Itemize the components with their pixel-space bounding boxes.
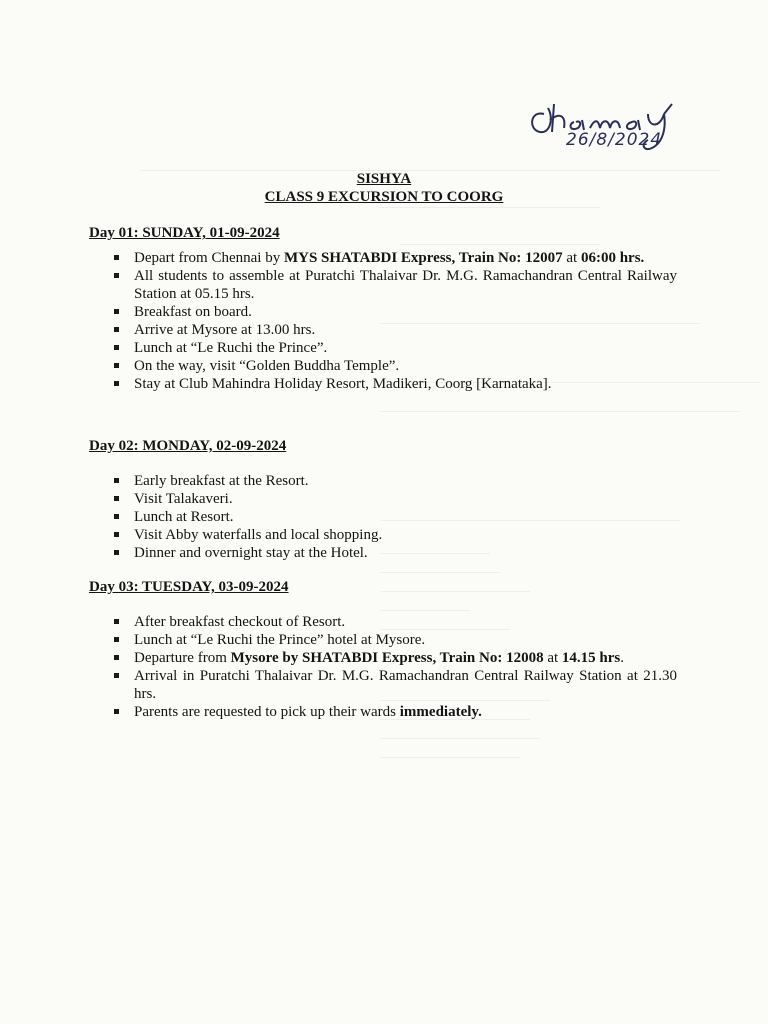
itinerary-item-text: Lunch at Resort. [134, 509, 234, 525]
signature-date: 26/8/2024 [566, 130, 663, 150]
itinerary-item-text: After breakfast checkout of Resort. [134, 614, 346, 630]
itinerary-item-text: . [620, 650, 624, 666]
itinerary-item-text: On the way, visit “Golden Buddha Temple”. [134, 358, 400, 374]
day-2-heading: Day 02: MONDAY, 02-09-2024 [89, 438, 287, 454]
school-name: SISHYA [356, 171, 412, 187]
itinerary-item-text: Arrive at Mysore at 13.00 hrs. [134, 322, 316, 338]
itinerary-item [112, 526, 677, 544]
document-title: CLASS 9 EXCURSION TO COORG [264, 189, 504, 205]
itinerary-item [112, 472, 677, 490]
itinerary-item-text: Breakfast on board. [134, 304, 252, 320]
itinerary-item [112, 508, 677, 526]
itinerary-item-bold-text: Mysore by SHATABDI Express, Train No: 12008 [230, 650, 544, 666]
itinerary-item [112, 303, 677, 321]
itinerary-item-text: Lunch at “Le Ruchi the Prince”. [134, 340, 328, 356]
itinerary-item [112, 339, 677, 357]
itinerary-item [112, 490, 677, 508]
itinerary-item-bold-text: immediately. [399, 704, 482, 720]
itinerary-item-text: Depart from Chennai by [134, 250, 284, 266]
itinerary-item-text: Visit Talakaveri. [134, 491, 233, 507]
day-3-heading: Day 03: TUESDAY, 03-09-2024 [89, 579, 289, 595]
itinerary-item-text: at [562, 250, 581, 266]
itinerary-item [112, 667, 677, 703]
itinerary-item-text: at [543, 650, 562, 666]
itinerary-item [112, 649, 677, 667]
itinerary-item [112, 249, 677, 267]
itinerary-item-text: Lunch at “Le Ruchi the Prince” hotel at Mysore. [134, 632, 426, 648]
day-3-itinerary-list [112, 613, 677, 721]
itinerary-item-text: Stay at Club Mahindra Holiday Resort, Madikeri, Coorg [Karnataka]. [134, 376, 552, 392]
itinerary-item-text: Early breakfast at the Resort. [134, 473, 309, 489]
itinerary-item-bold-text: 06:00 hrs. [580, 250, 645, 266]
itinerary-item [112, 357, 677, 375]
itinerary-item-bold-text: MYS SHATABDI Express, Train No: 12007 [283, 250, 563, 266]
itinerary-item [112, 267, 677, 303]
itinerary-item-text: Dinner and overnight stay at the Hotel. [134, 545, 368, 561]
day-2-itinerary-list [112, 472, 677, 562]
itinerary-item [112, 544, 677, 562]
itinerary-item [112, 631, 677, 649]
itinerary-item-text: Parents are requested to pick up their wards [134, 704, 400, 720]
itinerary-item [112, 375, 677, 393]
day-1-itinerary-list [112, 249, 677, 393]
handwritten-signature [520, 94, 690, 162]
itinerary-item-text: All students to assemble at Puratchi Thalaivar Dr. M.G. Ramachandran Central Railway Station at 05.15 hrs. [134, 268, 677, 302]
day-1-heading: Day 01: SUNDAY, 01-09-2024 [89, 225, 280, 241]
itinerary-item-bold-text: 14.15 hrs [561, 650, 621, 666]
itinerary-item [112, 703, 677, 721]
itinerary-item-text: Arrival in Puratchi Thalaivar Dr. M.G. Ramachandran Central Railway Station at 21.30 hrs. [134, 668, 677, 702]
itinerary-item [112, 613, 677, 631]
itinerary-item-text: Visit Abby waterfalls and local shopping. [134, 527, 383, 543]
itinerary-item [112, 321, 677, 339]
itinerary-item-text: Departure from [134, 650, 231, 666]
